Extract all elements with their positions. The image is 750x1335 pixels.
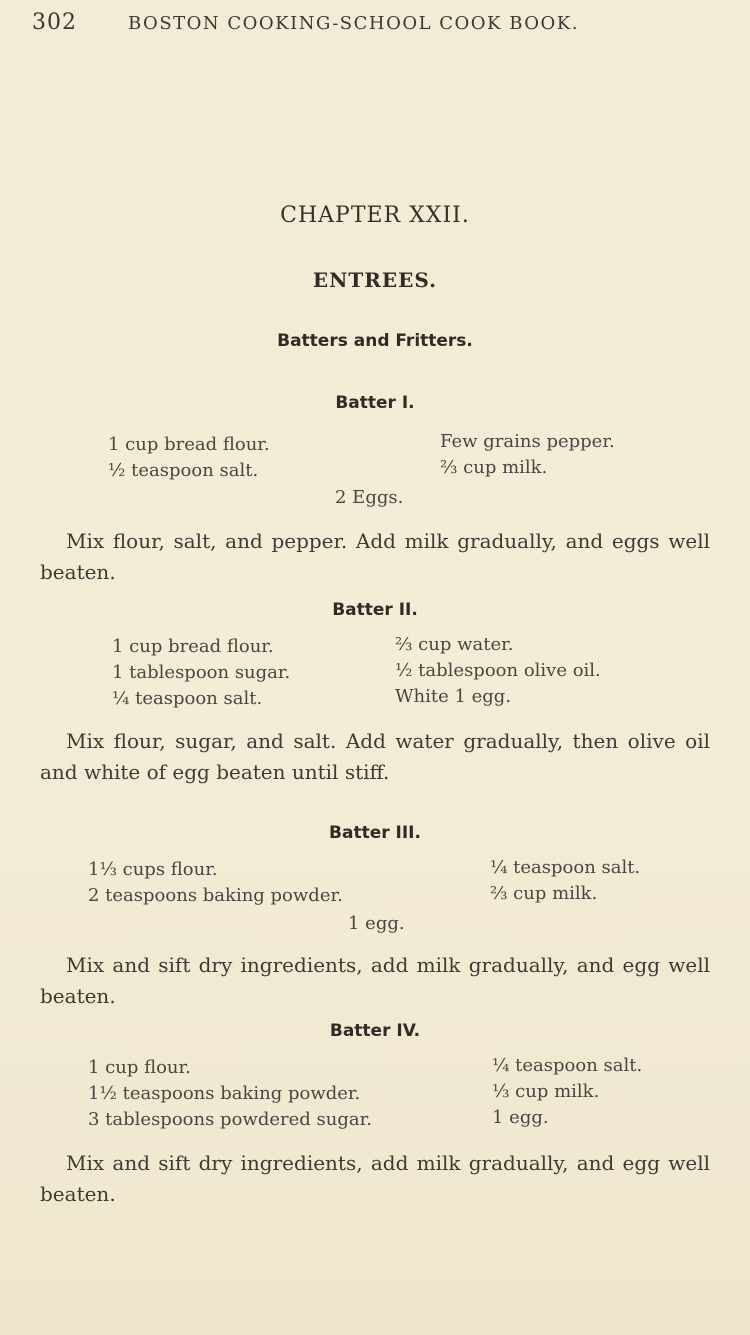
ingredient-center: 2 Eggs. bbox=[335, 487, 404, 508]
ingredients-right bbox=[490, 855, 640, 907]
ingredient: 1 tablespoon sugar. bbox=[112, 662, 291, 683]
ingredients-left bbox=[112, 634, 290, 712]
ingredient: 3 tablespoons powdered sugar. bbox=[88, 1109, 372, 1130]
ingredient: ¼ teaspoon salt. bbox=[492, 1055, 643, 1076]
ingredient: Few grains pepper. bbox=[440, 431, 615, 452]
ingredient: ⅓ cup milk. bbox=[492, 1081, 600, 1102]
recipe-title: Batter II. bbox=[332, 600, 418, 620]
ingredient: ⅔ cup milk. bbox=[440, 457, 548, 478]
instructions bbox=[40, 526, 710, 588]
instructions-text: Mix and sift dry ingredients, add milk gradually, and egg well beaten. bbox=[40, 1151, 710, 1206]
instructions bbox=[40, 950, 710, 1012]
recipe-title: Batter III. bbox=[329, 823, 421, 843]
recipe-title: Batter I. bbox=[335, 393, 415, 413]
ingredients-right bbox=[395, 632, 601, 710]
page-number: 302 bbox=[32, 10, 77, 35]
instructions-text: Mix and sift dry ingredients, add milk gradually, and egg well beaten. bbox=[40, 953, 710, 1008]
ingredients-left bbox=[108, 432, 270, 484]
instructions-text: Mix flour, salt, and pepper. Add milk gradually, and eggs well beaten. bbox=[40, 529, 710, 584]
ingredients-left bbox=[88, 857, 343, 909]
ingredients-right bbox=[492, 1053, 642, 1131]
ingredient: 2 teaspoons baking powder. bbox=[88, 885, 343, 906]
ingredient: 1 cup flour. bbox=[88, 1057, 191, 1078]
ingredient: ⅔ cup milk. bbox=[490, 883, 598, 904]
ingredients-left bbox=[88, 1055, 372, 1133]
ingredient: ½ tablespoon olive oil. bbox=[395, 660, 601, 681]
subsection-title: Batters and Fritters. bbox=[277, 331, 473, 351]
ingredient-center: 1 egg. bbox=[348, 913, 405, 934]
running-title: BOSTON COOKING-SCHOOL COOK BOOK. bbox=[128, 13, 579, 34]
ingredient: ⅔ cup water. bbox=[395, 634, 514, 655]
ingredient: 1½ teaspoons baking powder. bbox=[88, 1083, 361, 1104]
ingredient: 1⅓ cups flour. bbox=[88, 859, 218, 880]
ingredient: 1 egg. bbox=[492, 1107, 549, 1128]
section-title: ENTREES. bbox=[312, 268, 438, 292]
recipe-title: Batter IV. bbox=[329, 1021, 421, 1041]
ingredient: White 1 egg. bbox=[395, 686, 512, 707]
ingredient: 1 cup bread flour. bbox=[112, 636, 274, 657]
instructions bbox=[40, 1148, 710, 1210]
ingredient: ¼ teaspoon salt. bbox=[490, 857, 641, 878]
instructions bbox=[40, 726, 710, 788]
ingredients-right bbox=[440, 429, 615, 481]
instructions-text: Mix flour, sugar, and salt. Add water gradually, then olive oil and white of egg beaten until stiff. bbox=[40, 729, 710, 784]
ingredient: ¼ teaspoon salt. bbox=[112, 688, 263, 709]
ingredient: ½ teaspoon salt. bbox=[108, 460, 259, 481]
ingredient: 1 cup bread flour. bbox=[108, 434, 270, 455]
chapter-title: CHAPTER XXII. bbox=[280, 203, 470, 228]
